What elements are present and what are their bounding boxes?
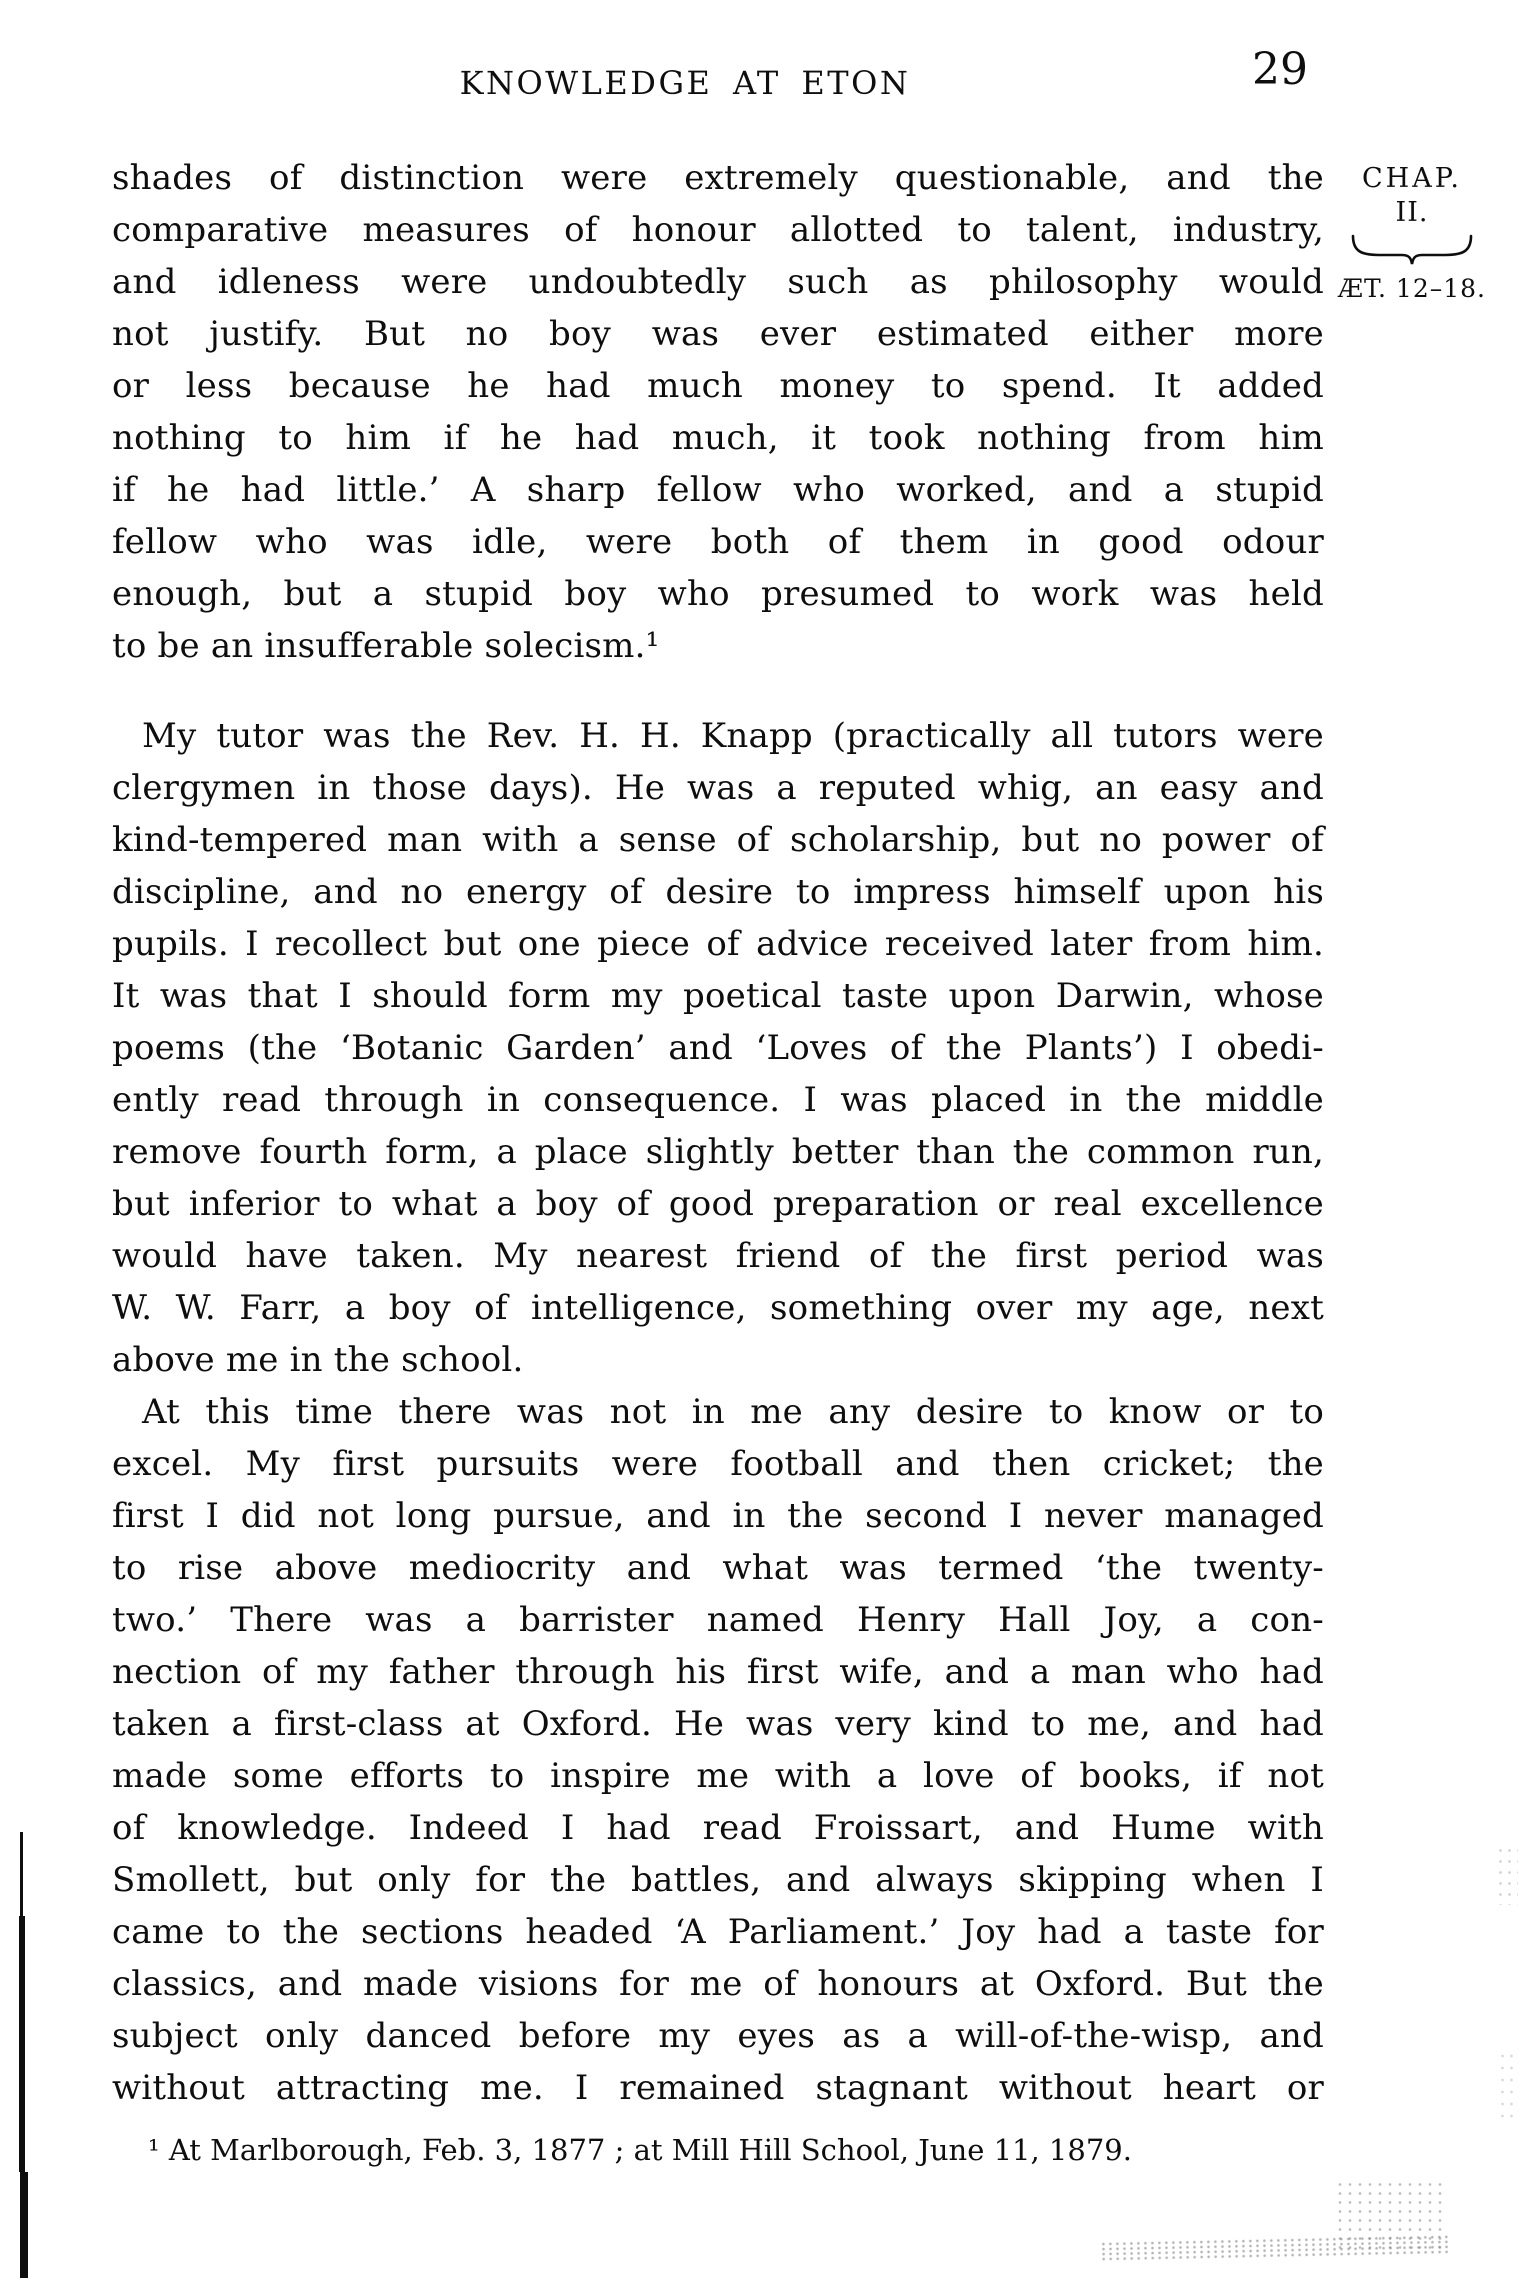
text-line: poems (the ‘Botanic Garden’ and ‘Loves of the Plants’) I obedi- [112,1028,1324,1068]
text-line: At this time there was not in me any desire to know or to [142,1392,1324,1432]
text-line: Smollett, but only for the battles, and always skipping when I [112,1860,1324,1900]
text-line: kind-tempered man with a sense of scholarship, but no power of [112,820,1324,860]
page-number: 29 [1252,44,1308,95]
text-line: but inferior to what a boy of good preparation or real excellence [112,1184,1324,1224]
text-line: of knowledge. Indeed I had read Froissart, and Hume with [112,1808,1324,1848]
text-line: taken a first-class at Oxford. He was very kind to me, and had [112,1704,1324,1744]
footnote: ¹ At Marlborough, Feb. 3, 1877 ; at Mill Hill School, June 11, 1879. [148,2133,1132,2167]
chapter-label: CHAP. [1362,163,1462,194]
text-line: above me in the school. [112,1340,524,1380]
text-line: and idleness were undoubtedly such as philosophy would [112,262,1324,302]
text-line: It was that I should form my poetical taste upon Darwin, whose [112,976,1324,1016]
text-line: My tutor was the Rev. H. H. Knapp (practically all tutors were [142,716,1324,756]
running-header-title: KNOWLEDGE AT ETON [459,64,911,102]
text-line: first I did not long pursue, and in the second I never managed [112,1496,1324,1536]
scan-smudge [1498,2050,1518,2120]
text-line: if he had little.’ A sharp fellow who worked, and a stupid [112,470,1324,510]
text-line: enough, but a stupid boy who presumed to work was held [112,574,1324,614]
text-line: pupils. I recollect but one piece of advice received later from him. [112,924,1324,964]
text-line: not justify. But no boy was ever estimated either more [112,314,1324,354]
paragraph-3 [112,1386,1324,2114]
text-line: discipline, and no energy of desire to impress himself upon his [112,872,1324,912]
text-line: shades of distinction were extremely questionable, and the [112,158,1324,198]
text-line: fellow who was idle, were both of them in good odour [112,522,1324,562]
scan-smudge [1335,2180,1445,2250]
text-line: comparative measures of honour allotted to talent, industry, [112,210,1324,250]
scan-edge-artifact [20,1832,23,1916]
text-line: clergymen in those days). He was a reputed whig, an easy and [112,768,1324,808]
text-line: excel. My first pursuits were football and then cricket; the [112,1444,1324,1484]
text-line: to be an insufferable solecism.¹ [112,626,660,666]
text-line: ently read through in consequence. I was placed in the middle [112,1080,1324,1120]
text-line: classics, and made visions for me of honours at Oxford. But the [112,1964,1324,2004]
text-line: remove fourth form, a place slightly better than the common run, [112,1132,1324,1172]
text-line: came to the sections headed ‘A Parliament.’ Joy had a taste for [112,1912,1324,1952]
text-line: two.’ There was a barrister named Henry Hall Joy, a con- [112,1600,1324,1640]
paragraph-2 [112,710,1324,1386]
text-line: to rise above mediocrity and what was termed ‘the twenty- [112,1548,1324,1588]
text-line: nection of my father through his first wife, and a man who had [112,1652,1324,1692]
text-line: nothing to him if he had much, it took nothing from him [112,418,1324,458]
scan-smudge [1496,1845,1518,1905]
text-line: would have taken. My nearest friend of the first period was [112,1236,1324,1276]
body-text [112,152,1324,2114]
age-note: ÆT. 12–18. [1338,274,1486,303]
text-line: W. W. Farr, a boy of intelligence, something over my age, next [112,1288,1324,1328]
chapter-number: II. [1395,197,1429,228]
brace-icon [1349,234,1475,268]
paragraph-1 [112,152,1324,672]
text-line: subject only danced before my eyes as a will-of-the-wisp, and [112,2016,1324,2056]
scan-edge-artifact [19,1916,25,2172]
text-line: made some efforts to inspire me with a love of books, if not [112,1756,1324,1796]
text-line: without attracting me. I remained stagnant without heart or [112,2068,1324,2108]
scan-edge-artifact [20,2172,28,2278]
margin-note [1322,162,1502,303]
text-line: or less because he had much money to spend. It added [112,366,1324,406]
